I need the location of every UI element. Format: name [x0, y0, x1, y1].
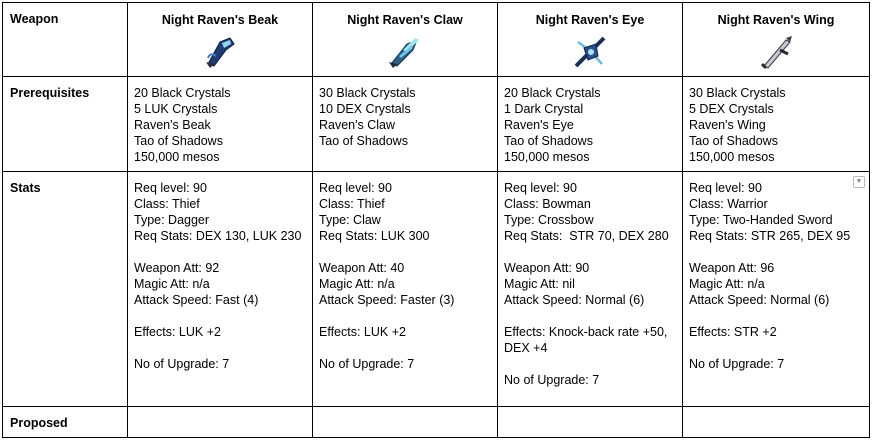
prereq-line: Tao of Shadows: [689, 134, 778, 148]
stat-line: No of Upgrade: 7: [504, 373, 600, 387]
weapon-name: Night Raven's Eye: [535, 13, 645, 27]
stat-line: [504, 356, 676, 372]
stats-cell[interactable]: [313, 172, 498, 407]
claw-icon: [385, 34, 425, 70]
proposed-cell[interactable]: [683, 407, 870, 438]
prereq-line: Raven's Eye: [504, 118, 574, 132]
dagger-beak-icon: [200, 34, 240, 70]
stat-line: Class: Thief: [319, 197, 385, 211]
prereq-line: 5 LUK Crystals: [134, 102, 218, 116]
stat-line: Effects: STR +2: [689, 325, 777, 339]
stat-line: Attack Speed: Normal (6): [689, 293, 830, 307]
weapons-table: [2, 2, 870, 438]
stat-line: Type: Dagger: [134, 213, 210, 227]
weapon-header-cell[interactable]: Weapon: [3, 3, 128, 77]
stat-line: [689, 308, 863, 324]
stat-line: Weapon Att: 40: [319, 261, 405, 275]
prereq-line: 20 Black Crystals: [504, 86, 601, 100]
stat-line: [134, 340, 306, 356]
stat-line: Attack Speed: Fast (4): [134, 293, 259, 307]
stat-line: Magic Att: nil: [504, 277, 575, 291]
prereq-line: 5 DEX Crystals: [689, 102, 774, 116]
prereq-line: Raven's Beak: [134, 118, 211, 132]
stats-row: [3, 172, 870, 407]
stats-header-cell[interactable]: Stats: [3, 172, 128, 407]
stat-line: Class: Bowman: [504, 197, 591, 211]
prereq-line: Raven's Wing: [689, 118, 766, 132]
stat-line: No of Upgrade: 7: [134, 357, 230, 371]
stat-line: Magic Att: n/a: [689, 277, 765, 291]
dropdown-arrow-icon[interactable]: ▼: [853, 176, 865, 188]
proposed-cell[interactable]: [128, 407, 313, 438]
stat-line: Magic Att: n/a: [319, 277, 395, 291]
weapon-name-cell[interactable]: [128, 3, 313, 77]
prereq-line: Tao of Shadows: [134, 134, 223, 148]
prereq-line: Tao of Shadows: [319, 134, 408, 148]
prereq-line: 10 DEX Crystals: [319, 102, 411, 116]
weapon-name: Night Raven's Claw: [347, 13, 463, 27]
prerequisites-header-cell[interactable]: Prerequisites: [3, 77, 128, 172]
two-handed-sword-icon: [756, 34, 796, 70]
stat-line: Type: Claw: [319, 213, 381, 227]
stat-line: Class: Thief: [134, 197, 200, 211]
proposed-header-cell[interactable]: Proposed: [3, 407, 128, 438]
stat-line: Attack Speed: Faster (3): [319, 293, 455, 307]
stat-line: No of Upgrade: 7: [319, 357, 415, 371]
prereq-line: 150,000 mesos: [689, 150, 775, 164]
weapon-name: Night Raven's Wing: [717, 13, 835, 27]
stat-line: Req level: 90: [319, 181, 392, 195]
stat-line: Req level: 90: [134, 181, 207, 195]
weapon-name-cell[interactable]: [313, 3, 498, 77]
stat-line: Weapon Att: 90: [504, 261, 590, 275]
stat-line: Weapon Att: 96: [689, 261, 775, 275]
stat-line: Type: Two-Handed Sword: [689, 213, 833, 227]
stat-line: Req Stats: LUK 300: [319, 229, 430, 243]
stat-line: Effects: LUK +2: [134, 325, 221, 339]
stat-line: Magic Att: n/a: [134, 277, 210, 291]
prereq-line: Tao of Shadows: [504, 134, 593, 148]
weapon-name-cell[interactable]: [683, 3, 870, 77]
stat-line: [689, 340, 863, 356]
stat-line: Type: Crossbow: [504, 213, 594, 227]
proposed-row: [3, 407, 870, 438]
prereq-line: 20 Black Crystals: [134, 86, 231, 100]
prereq-line: 1 Dark Crystal: [504, 102, 584, 116]
proposed-cell[interactable]: [313, 407, 498, 438]
stat-line: [319, 340, 491, 356]
stat-line: [134, 244, 306, 260]
prerequisites-cell[interactable]: [498, 77, 683, 172]
prereq-line: 30 Black Crystals: [689, 86, 786, 100]
prerequisites-cell[interactable]: [128, 77, 313, 172]
stat-line: No of Upgrade: 7: [689, 357, 785, 371]
stat-line: [504, 308, 676, 324]
stat-line: [134, 308, 306, 324]
stat-line: [319, 244, 491, 260]
weapon-name: Night Raven's Beak: [161, 13, 279, 27]
prereq-line: 150,000 mesos: [134, 150, 220, 164]
prerequisites-cell[interactable]: [683, 77, 870, 172]
stats-cell[interactable]: [683, 172, 870, 407]
stat-line: Weapon Att: 92: [134, 261, 220, 275]
header-row: [3, 3, 870, 77]
stat-line: Class: Warrior: [689, 197, 768, 211]
prereq-line: 150,000 mesos: [504, 150, 590, 164]
stat-line: Effects: Knock-back rate +50, DEX +4: [504, 325, 671, 355]
stat-line: Req Stats: STR 265, DEX 95: [689, 229, 851, 243]
stat-line: Req level: 90: [504, 181, 577, 195]
stat-line: [504, 244, 676, 260]
stat-line: [689, 244, 863, 260]
stat-line: Attack Speed: Normal (6): [504, 293, 645, 307]
proposed-cell[interactable]: [498, 407, 683, 438]
prereq-line: Raven's Claw: [319, 118, 396, 132]
weapon-name-cell[interactable]: [498, 3, 683, 77]
stat-line: Effects: LUK +2: [319, 325, 406, 339]
prerequisites-cell[interactable]: [313, 77, 498, 172]
stat-line: Req Stats: STR 70, DEX 280: [504, 229, 669, 243]
stats-cell[interactable]: [498, 172, 683, 407]
prereq-line: 30 Black Crystals: [319, 86, 416, 100]
prerequisites-row: [3, 77, 870, 172]
crossbow-icon: [570, 34, 610, 70]
stat-line: Req level: 90: [689, 181, 762, 195]
stats-cell[interactable]: [128, 172, 313, 407]
stat-line: Req Stats: DEX 130, LUK 230: [134, 229, 302, 243]
stat-line: [319, 308, 491, 324]
